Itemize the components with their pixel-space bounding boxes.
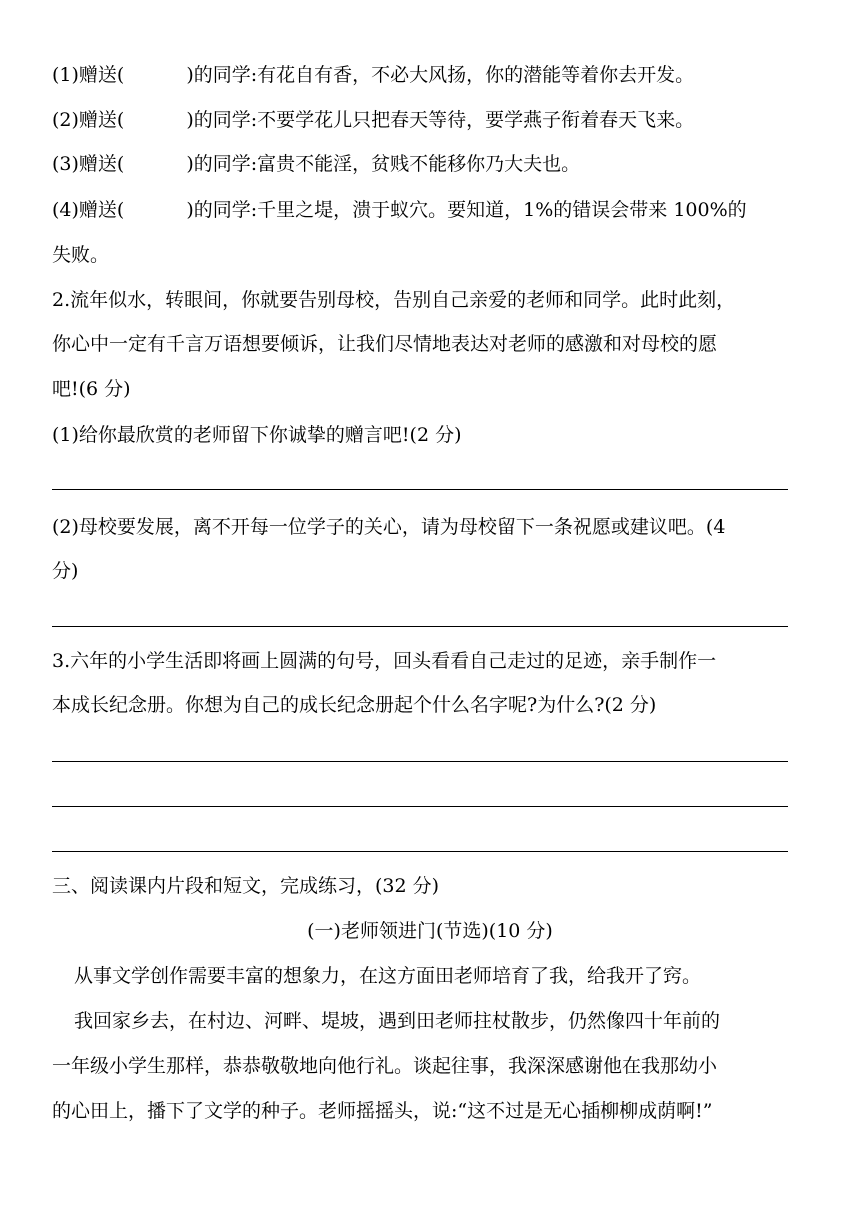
q2-line-1: 2.流年似水，转眼间，你就要告别母校，告别自己亲爱的老师和同学。此时此刻， xyxy=(52,289,736,311)
gift-item-prefix: (1)赠送( xyxy=(52,64,125,86)
passage-paragraph-2-line-1: 我回家乡去，在村边、河畔、堤坡，遇到田老师拄杖散步，仍然像四十年前的 xyxy=(74,1010,721,1032)
q2-sub2-line-1: (2)母校要发展，离不开每一位学子的关心，请为母校留下一条祝愿或建议吧。(4 xyxy=(52,516,726,538)
gift-item-text: )的同学:富贵不能淫，贫贱不能移你乃大夫也。 xyxy=(186,153,581,175)
gift-item-prefix: (3)赠送( xyxy=(52,153,125,175)
answer-line[interactable] xyxy=(52,761,788,762)
gift-item-prefix: (4)赠送( xyxy=(52,199,125,221)
gift-item-text: )的同学:有花自有香，不必大风扬，你的潜能等着你去开发。 xyxy=(186,64,695,86)
q3-line-2: 本成长纪念册。你想为自己的成长纪念册起个什么名字呢?为什么?(2 分) xyxy=(52,694,657,716)
q2-sub2-line-2: 分) xyxy=(52,560,79,582)
answer-line[interactable] xyxy=(52,489,788,490)
passage-title: (一)老师领进门(节选)(10 分) xyxy=(307,920,553,942)
gift-item-2 xyxy=(52,106,694,134)
section-3-heading: 三、阅读课内片段和短文，完成练习，(32 分) xyxy=(52,875,440,897)
passage-paragraph-2-line-3: 的心田上，播下了文学的种子。老师摇摇头，说:“这不过是无心插柳柳成荫啊!” xyxy=(52,1100,713,1122)
gift-item-4-continuation: 失败。 xyxy=(52,244,110,266)
answer-line[interactable] xyxy=(52,851,788,852)
gift-item-text: )的同学:千里之堤，溃于蚁穴。要知道，1%的错误会带来 100%的 xyxy=(186,199,747,221)
q2-sub1: (1)给你最欣赏的老师留下你诚挚的赠言吧!(2 分) xyxy=(52,424,462,446)
passage-paragraph-2-line-2: 一年级小学生那样，恭恭敬敬地向他行礼。谈起往事，我深深感谢他在我那幼小 xyxy=(52,1055,718,1077)
gift-item-text: )的同学:不要学花儿只把春天等待，要学燕子衔着春天飞来。 xyxy=(186,109,695,131)
q3-line-1: 3.六年的小学生活即将画上圆满的句号，回头看看自己走过的足迹，亲手制作一 xyxy=(52,650,717,672)
gift-item-1 xyxy=(52,61,694,89)
answer-line[interactable] xyxy=(52,626,788,627)
gift-item-prefix: (2)赠送( xyxy=(52,109,125,131)
passage-paragraph-1: 从事文学创作需要丰富的想象力，在这方面田老师培育了我，给我开了窍。 xyxy=(74,965,702,987)
gift-item-4 xyxy=(52,196,747,224)
answer-line[interactable] xyxy=(52,806,788,807)
gift-item-3 xyxy=(52,150,580,178)
q2-line-3: 吧!(6 分) xyxy=(52,378,131,400)
q2-line-2: 你心中一定有千言万语想要倾诉，让我们尽情地表达对老师的感激和对母校的愿 xyxy=(52,333,718,355)
